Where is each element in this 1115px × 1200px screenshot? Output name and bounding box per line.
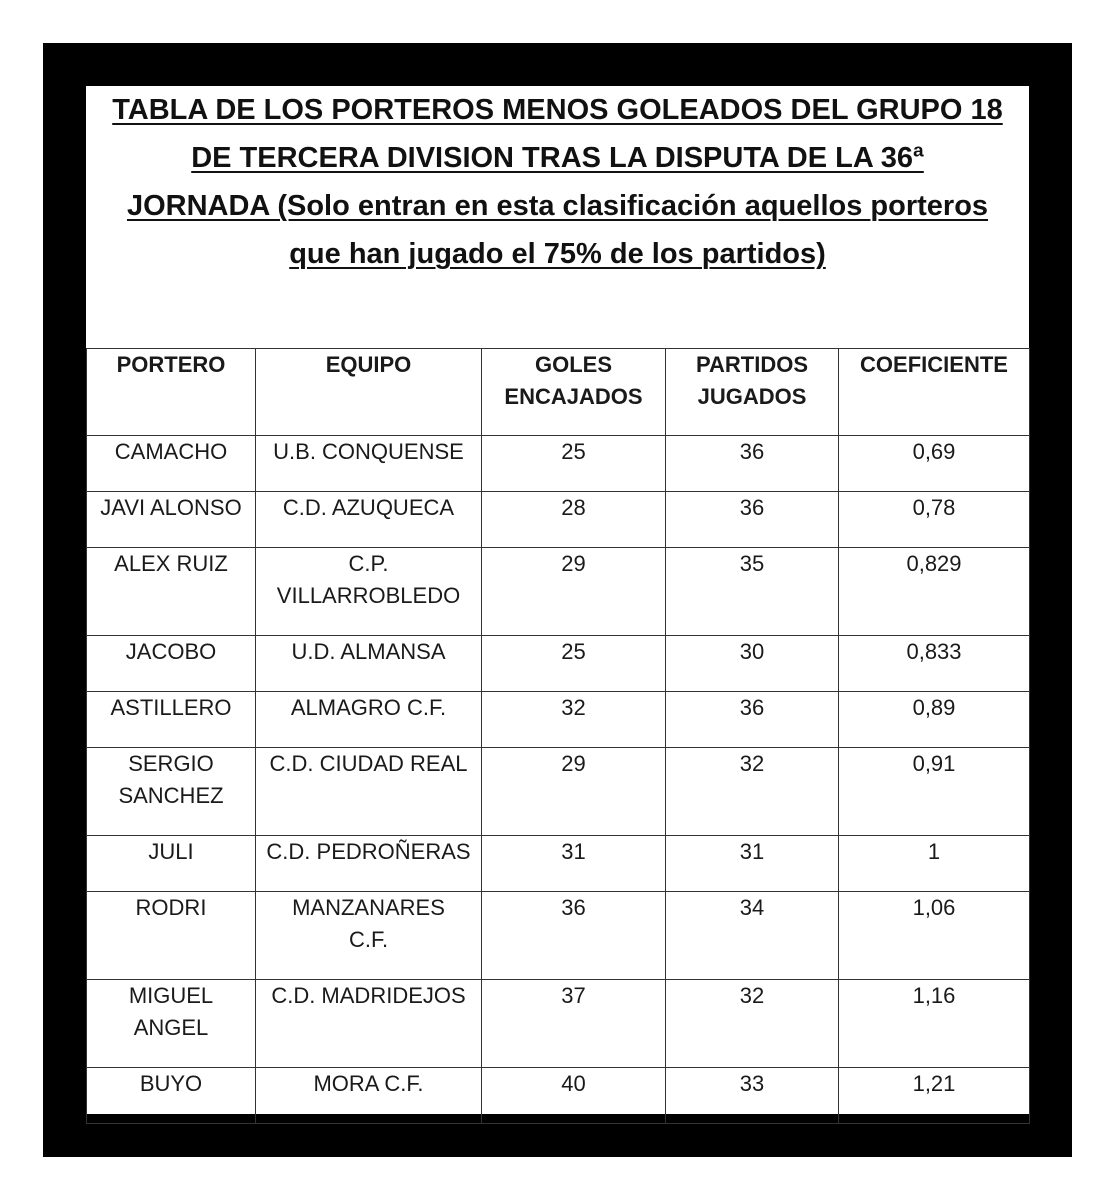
- cell-partidos: 32: [666, 748, 839, 836]
- cell-equipo: [256, 980, 482, 1068]
- cell-partidos: 35: [666, 548, 839, 636]
- equipo-line-1: C.D. AZUQUECA: [282, 495, 455, 520]
- portero-line-1: MIGUEL: [128, 983, 214, 1008]
- cell-coeficiente: 1,06: [839, 892, 1030, 980]
- table-row: [87, 748, 1030, 836]
- cell-coeficiente: 0,833: [839, 636, 1030, 692]
- cell-portero: [87, 980, 256, 1068]
- table-row: [87, 836, 1030, 892]
- equipo-line-1: C.D. MADRIDEJOS: [271, 983, 466, 1008]
- cell-partidos: 33: [666, 1068, 839, 1124]
- portero-line-1: SERGIO: [128, 751, 214, 776]
- equipo-line-1: C.D. PEDROÑERAS: [266, 839, 471, 864]
- portero-line-1: CAMACHO: [114, 439, 228, 464]
- cell-equipo: [256, 836, 482, 892]
- cell-goles: 29: [482, 548, 666, 636]
- table-row: [87, 692, 1030, 748]
- header-coeficiente: [839, 349, 1030, 436]
- cell-coeficiente: 0,91: [839, 748, 1030, 836]
- portero-line-2: ANGEL: [133, 1015, 209, 1040]
- portero-line-1: JULI: [148, 839, 194, 864]
- equipo-line-1: C.D. CIUDAD REAL: [269, 751, 468, 776]
- title-line-1: TABLA DE LOS PORTEROS MENOS GOLEADOS DEL GRUPO 18: [112, 94, 1003, 126]
- cell-goles: 25: [482, 636, 666, 692]
- header-goles-encajados: [482, 349, 666, 436]
- cell-portero: [87, 492, 256, 548]
- header-goles-line-1: GOLES: [534, 352, 612, 377]
- portero-line-1: RODRI: [135, 895, 207, 920]
- table-row: [87, 436, 1030, 492]
- cell-goles: 37: [482, 980, 666, 1068]
- equipo-line-2: VILLARROBLEDO: [276, 583, 461, 608]
- cell-coeficiente: 0,78: [839, 492, 1030, 548]
- cell-partidos: 34: [666, 892, 839, 980]
- header-coeficiente-text: COEFICIENTE: [860, 352, 1008, 377]
- portero-line-2: SANCHEZ: [118, 783, 224, 808]
- document-title: [86, 86, 1029, 278]
- table-row: [87, 636, 1030, 692]
- cell-goles: 32: [482, 692, 666, 748]
- portero-line-1: JACOBO: [125, 639, 217, 664]
- goalkeepers-table: [86, 348, 1030, 1124]
- cell-goles: 28: [482, 492, 666, 548]
- cell-partidos: 36: [666, 436, 839, 492]
- cell-partidos: 30: [666, 636, 839, 692]
- cell-equipo: [256, 748, 482, 836]
- equipo-line-2: C.F.: [348, 927, 389, 952]
- cell-equipo: [256, 692, 482, 748]
- table-row: [87, 1068, 1030, 1124]
- cell-portero: [87, 836, 256, 892]
- cell-coeficiente: 0,829: [839, 548, 1030, 636]
- cell-portero: [87, 892, 256, 980]
- equipo-line-1: ALMAGRO C.F.: [290, 695, 447, 720]
- cell-partidos: 32: [666, 980, 839, 1068]
- cell-portero: [87, 636, 256, 692]
- cell-coeficiente: 1,16: [839, 980, 1030, 1068]
- equipo-line-1: U.B. CONQUENSE: [273, 439, 464, 464]
- header-goles-line-2: ENCAJADOS: [504, 384, 643, 409]
- cell-equipo: [256, 1068, 482, 1124]
- cell-coeficiente: 1: [839, 836, 1030, 892]
- table-header-row: [87, 349, 1030, 436]
- cell-coeficiente: 0,89: [839, 692, 1030, 748]
- cell-portero: [87, 692, 256, 748]
- cell-partidos: 36: [666, 692, 839, 748]
- equipo-line-1: MORA C.F.: [313, 1071, 424, 1096]
- equipo-line-1: MANZANARES: [292, 895, 445, 920]
- header-equipo: [256, 349, 482, 436]
- cell-partidos: 36: [666, 492, 839, 548]
- header-equipo-text: EQUIPO: [325, 352, 412, 377]
- cell-equipo: [256, 548, 482, 636]
- title-line-3: JORNADA (Solo entran en esta clasificación aquellos porteros: [126, 190, 989, 222]
- document-sheet: [86, 86, 1029, 1114]
- header-partidos-line-1: PARTIDOS: [695, 352, 809, 377]
- portero-line-1: BUYO: [139, 1071, 203, 1096]
- portero-line-1: ALEX RUIZ: [114, 551, 228, 576]
- table-row: [87, 980, 1030, 1068]
- cell-coeficiente: 1,21: [839, 1068, 1030, 1124]
- cell-partidos: 31: [666, 836, 839, 892]
- cell-equipo: [256, 436, 482, 492]
- table-row: [87, 492, 1030, 548]
- cell-goles: 40: [482, 1068, 666, 1124]
- title-line-2: DE TERCERA DIVISION TRAS LA DISPUTA DE LA 36ª: [191, 142, 924, 174]
- table-row: [87, 892, 1030, 980]
- cell-equipo: [256, 492, 482, 548]
- cell-goles: 36: [482, 892, 666, 980]
- header-portero-text: PORTERO: [116, 352, 226, 377]
- table-row: [87, 548, 1030, 636]
- cell-goles: 29: [482, 748, 666, 836]
- cell-goles: 25: [482, 436, 666, 492]
- header-partidos-jugados: [666, 349, 839, 436]
- cell-goles: 31: [482, 836, 666, 892]
- cell-equipo: [256, 892, 482, 980]
- cell-portero: [87, 436, 256, 492]
- equipo-line-1: U.D. ALMANSA: [291, 639, 446, 664]
- cell-equipo: [256, 636, 482, 692]
- header-portero: [87, 349, 256, 436]
- cell-coeficiente: 0,69: [839, 436, 1030, 492]
- cell-portero: [87, 548, 256, 636]
- cell-portero: [87, 748, 256, 836]
- header-partidos-line-2: JUGADOS: [697, 384, 807, 409]
- portero-line-1: JAVI ALONSO: [100, 495, 242, 520]
- equipo-line-1: C.P.: [348, 551, 389, 576]
- portero-line-1: ASTILLERO: [110, 695, 232, 720]
- title-line-4: que han jugado el 75% de los partidos): [289, 238, 826, 270]
- cell-portero: [87, 1068, 256, 1124]
